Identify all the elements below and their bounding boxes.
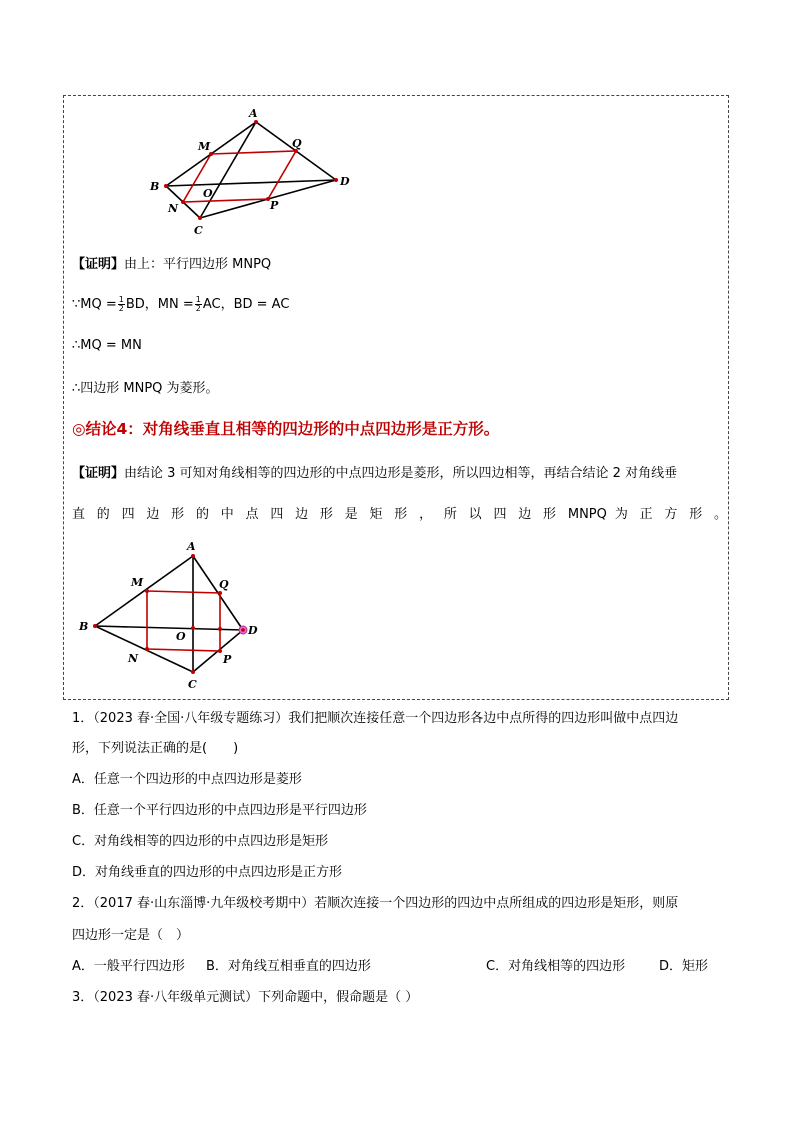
- proof4-line1: 【证明】由结论 3 可知对角线相等的四边形的中点四边形是菱形，所以四边相等，再结合结论 2 对角线垂: [72, 466, 678, 481]
- fig1-label-q: Q: [292, 137, 302, 150]
- fig2-label-q: Q: [219, 578, 229, 591]
- fig2-label-d: D: [248, 624, 258, 637]
- fig1-label-p: P: [270, 199, 279, 212]
- fraction-half: $\frac{1}{2}$: [195, 295, 201, 313]
- conclusion4-heading: ◎结论4：对角线垂直且相等的四边形的中点四边形是正方形。: [72, 420, 500, 438]
- q2-stem-line2: 四边形一定是（ ）: [72, 928, 190, 943]
- fraction-half: $\frac{1}{2}$: [118, 295, 124, 313]
- q1-stem-line1: 1．（2023 春·全国·八年级专题练习）我们把顺次连接任意一个四边形各边中点所得的四边形叫做中点四边: [72, 711, 679, 726]
- fig1-label-c: C: [194, 224, 203, 237]
- fig2-label-c: C: [188, 678, 197, 691]
- fig1-label-a: A: [249, 107, 258, 120]
- q2-option-c: C．对角线相等的四边形: [486, 959, 626, 974]
- fig1-label-o: O: [203, 187, 213, 200]
- figure-rhombus-diagram: [140, 100, 370, 240]
- fig2-label-n: N: [128, 652, 139, 665]
- proof4-line2: 直 的 四 边 形 的 中 点 四 边 形 是 矩 形 ， 所 以 四 边 形 MNPQ 为 正 方 形 。: [72, 507, 727, 522]
- fig2-label-o: O: [176, 630, 186, 643]
- figure-square-diagram: [75, 536, 275, 696]
- fig1-label-b: B: [150, 180, 160, 193]
- proof3-line2: ∵MQ = $\frac{1}{2}$ BD，MN = $\frac{1}{2}$ AC，BD = AC: [72, 295, 290, 313]
- q1-option-d: D．对角线垂直的四边形的中点四边形是正方形: [72, 865, 343, 880]
- q2-option-d: D．矩形: [659, 959, 709, 974]
- q1-option-c: C．对角线相等的四边形的中点四边形是矩形: [72, 834, 329, 849]
- fig2-label-a: A: [187, 540, 196, 553]
- fig1-label-d: D: [340, 175, 350, 188]
- q1-stem-line2: 形，下列说法正确的是( ): [72, 741, 239, 756]
- q2-stem-line1: 2．（2017 春·山东淄博·九年级校考期中）若顺次连接一个四边形的四边中点所组成的四边形是矩形，则原: [72, 896, 679, 911]
- proof3-line4: ∴四边形 MNPQ 为菱形。: [72, 381, 219, 396]
- q2-option-a: A．一般平行四边形: [72, 959, 185, 974]
- proof3-line1: 【证明】由上：平行四边形 MNPQ: [72, 257, 272, 272]
- fig2-label-p: P: [223, 653, 232, 666]
- fig1-label-n: N: [168, 202, 179, 215]
- proof3-line3: ∴MQ = MN: [72, 338, 142, 353]
- q3-stem-line1: 3．（2023 春·八年级单元测试）下列命题中，假命题是（ ）: [72, 990, 419, 1005]
- q1-option-b: B．任意一个平行四边形的中点四边形是平行四边形: [72, 803, 367, 818]
- fig2-label-m: M: [131, 576, 144, 589]
- q1-option-a: A．任意一个四边形的中点四边形是菱形: [72, 772, 302, 787]
- q2-option-b: B．对角线互相垂直的四边形: [206, 959, 371, 974]
- fig1-label-m: M: [198, 140, 211, 153]
- fig2-label-b: B: [79, 620, 89, 633]
